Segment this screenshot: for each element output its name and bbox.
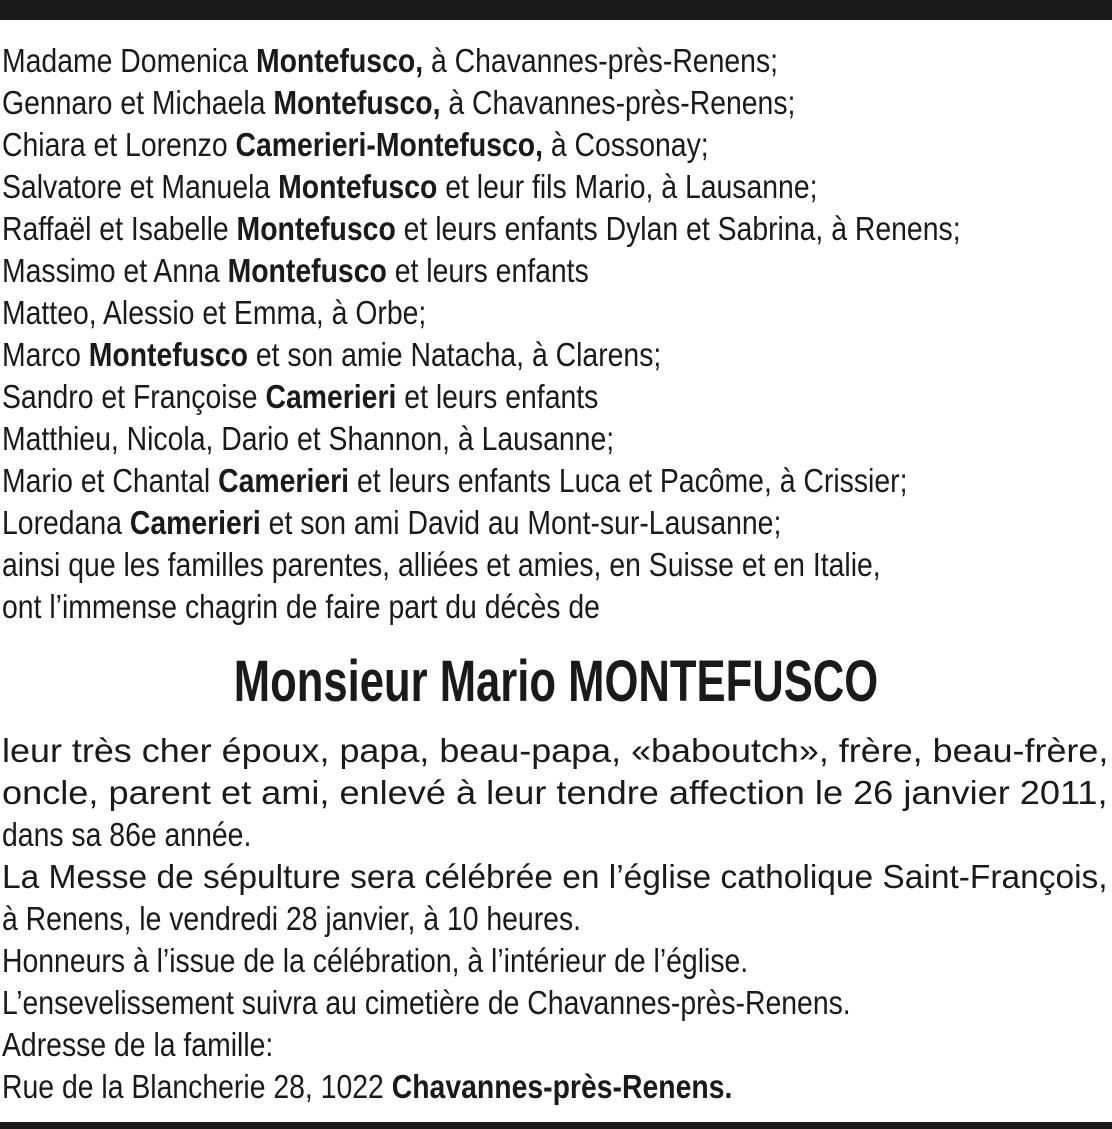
address-line: Rue de la Blancherie 28, 1022 Chavannes-près-Renens. xyxy=(2,1068,733,1105)
body-line: Honneurs à l’issue de la célébration, à l’intérieur de l’église. xyxy=(2,942,749,979)
body-line: La Messe de sépulture sera célébrée en l’église catholique Saint-François, xyxy=(2,858,1108,895)
mourner-line: Matthieu, Nicola, Dario et Shannon, à Lausanne; xyxy=(2,420,615,457)
body-line: dans sa 86e année. xyxy=(2,816,252,853)
deceased-name: Monsieur Mario MONTEFUSCO xyxy=(233,649,879,714)
body-line: leur très cher époux, papa, beau-papa, «baboutch», frère, beau-frère, xyxy=(2,732,1109,769)
mourner-line: Gennaro et Michaela Montefusco, à Chavannes-près-Renens; xyxy=(2,84,796,121)
mourner-line: Raffaël et Isabelle Montefusco et leurs enfants Dylan et Sabrina, à Renens; xyxy=(2,210,961,247)
mourner-line: Massimo et Anna Montefusco et leurs enfants xyxy=(2,252,589,289)
mourner-line: Mario et Chantal Camerieri et leurs enfants Luca et Pacôme, à Crissier; xyxy=(2,462,908,499)
body-line: Adresse de la famille: xyxy=(2,1026,274,1063)
notice-body xyxy=(2,730,1110,1108)
mourner-line: Loredana Camerieri et son ami David au Mont-sur-Lausanne; xyxy=(2,504,782,541)
mourner-line: Sandro et Françoise Camerieri et leurs enfants xyxy=(2,378,599,415)
top-rule xyxy=(0,0,1112,20)
mourner-line: Matteo, Alessio et Emma, à Orbe; xyxy=(2,294,427,331)
body-line: à Renens, le vendredi 28 janvier, à 10 heures. xyxy=(2,900,582,937)
mourner-line: ainsi que les familles parentes, alliées et amies, en Suisse et en Italie, xyxy=(2,546,881,583)
mourners-list xyxy=(2,40,1110,628)
mourner-line: ont l’immense chagrin de faire part du décès de xyxy=(2,588,600,625)
body-line: L’ensevelissement suivra au cimetière de Chavannes-près-Renens. xyxy=(2,984,851,1021)
mourner-line: Salvatore et Manuela Montefusco et leur fils Mario, à Lausanne; xyxy=(2,168,818,205)
mourner-line: Madame Domenica Montefusco, à Chavannes-près-Renens; xyxy=(2,42,779,79)
mourner-line: Chiara et Lorenzo Camerieri-Montefusco, à Cossonay; xyxy=(2,126,709,163)
bottom-rule xyxy=(0,1122,1112,1129)
body-line: oncle, parent et ami, enlevé à leur tendre affection le 26 janvier 2011, xyxy=(2,774,1108,811)
mourner-line: Marco Montefusco et son amie Natacha, à Clarens; xyxy=(2,336,662,373)
